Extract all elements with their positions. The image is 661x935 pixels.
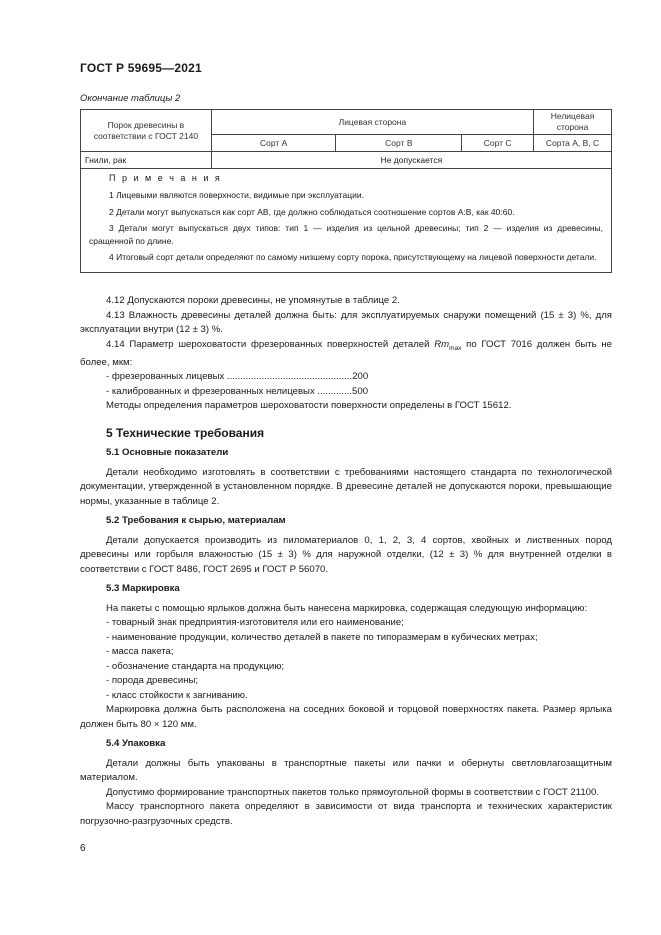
page-number: 6 [80, 843, 86, 854]
clause-4-12: 4.12 Допускаются пороки древесины, не упомянутые в таблице 2. [106, 295, 400, 306]
roughness-item: - фрезерованных лицевых ...............................................200 [106, 371, 369, 383]
marking-item: - товарный знак предприятия-изготовителя или его наименование; [106, 617, 404, 629]
paragraph-5-3-label: Маркировка должна быть расположена на соседних боковой и торцовой поверхностях пакета. Размер ярлыка должен быть 80 × 120 мм. [80, 704, 612, 730]
table-caption: Окончание таблицы 2 [80, 93, 181, 104]
subsection-5-4-heading: 5.4 Упаковка [106, 738, 166, 750]
header-grade-b: Сорт В [336, 135, 462, 152]
note-item: 1 Лицевыми являются поверхности, видимые при эксплуатации. [109, 190, 364, 200]
paragraph-5-1: Детали необходимо изготовлять в соответствии с требованиями настоящего стандарта по технологической документации, утвержденной в установленном порядке. В древесине деталей не допускаются пороки, превышающие нормы, указанные в таблице 2. [80, 466, 612, 507]
document-body [80, 294, 612, 829]
row-label: Гнили, рак [81, 152, 212, 169]
paragraph-5-3: На пакеты с помощью ярлыков должна быть нанесена маркировка, содержащая следующую информацию: [106, 602, 588, 614]
roughness-item: - калиброванных и фрезерованных нелицевых .............500 [106, 385, 369, 397]
clause-4-14 [80, 338, 612, 371]
subsection-5-1-heading: 5.1 Основные показатели [106, 447, 229, 459]
marking-item: - масса пакета; [106, 646, 174, 658]
note-item: 3 Детали могут выпускаться двух типов: тип 1 — изделия из цельной древесины; тип 2 — изделия из древесины, сращенной по длине. [89, 223, 603, 246]
clause-4-14-text-a: 4.14 Параметр шероховатости фрезерованных поверхностей деталей [106, 338, 435, 350]
defects-table [80, 109, 612, 273]
note-item: 4 Итоговый сорт детали определяют по самому низшему сорту порока, присутствующему на лицевой поверхности детали. [109, 252, 597, 262]
subsection-5-3-heading: 5.3 Маркировка [106, 583, 180, 595]
paragraph-5-2: Детали допускается производить из пиломатериалов 0, 1, 2, 3, 4 сортов, хвойных и лиственных пород древесины или горбыля влажностью (15 ± 3) % для наружной отделки, (12 ± 3) % для внутренней отделки в соответствии с ГОСТ 8486, ГОСТ 2695 и ГОСТ Р 56070. [80, 534, 612, 575]
subsection-5-2-heading: 5.2 Требования к сырью, материалам [106, 515, 286, 527]
marking-item: - порода древесины; [106, 675, 199, 687]
header-grades-abc: Сорта А, В, С [534, 135, 612, 152]
roughness-symbol: Rm [434, 338, 450, 350]
roughness-subscript: max [449, 344, 462, 352]
methods-paragraph: Методы определения параметров шероховатости поверхности определены в ГОСТ 15612. [106, 400, 512, 412]
header-grade-a: Сорт А [211, 135, 336, 152]
marking-item: - класс стойкости к загниванию. [106, 689, 248, 701]
marking-item: - наименование продукции, количество деталей в пакете по типоразмерам в кубических метрах; [106, 631, 538, 643]
document-code: ГОСТ Р 59695—2021 [80, 61, 202, 75]
row-value: Не допускается [211, 152, 611, 169]
header-defect: Порок древесины в соответствии с ГОСТ 2140 [81, 110, 212, 152]
header-grade-c: Сорт С [462, 135, 534, 152]
paragraph-5-4-b: Допустимо формирование транспортных пакетов только прямоугольной формы в соответствии с ГОСТ 21100. [106, 786, 600, 798]
note-item: 2 Детали могут выпускаться как сорт АВ, где должно соблюдаться соотношение сортов А:В, как 40:60. [109, 206, 515, 217]
header-face-side: Лицевая сторона [211, 110, 533, 135]
header-nonface-side: Нелицевая сторона [534, 110, 612, 135]
clause-4-13: 4.13 Влажность древесины деталей должна быть: для эксплуатируемых снаружи помещений (15 ± 3) %, для эксплуатации внутри (12 ± 3) %. [80, 309, 612, 335]
notes-title: П р и м е ч а н и я [109, 173, 222, 183]
table-notes [81, 169, 612, 273]
clause-4-14-text-b: по ГОСТ 7016 должен быть не более, мкм: [80, 338, 612, 368]
marking-item: - обозначение стандарта на продукцию; [106, 660, 285, 672]
section-5-heading: 5 Технические требования [106, 425, 265, 440]
paragraph-5-4-c: Массу транспортного пакета определяют в зависимости от вида транспорта и технических характеристик погрузочно-разгрузочных средств. [80, 801, 612, 827]
paragraph-5-4-a: Детали должны быть упакованы в транспортные пакеты или пачки и обернуты светловлагозащитным материалом. [80, 757, 612, 784]
